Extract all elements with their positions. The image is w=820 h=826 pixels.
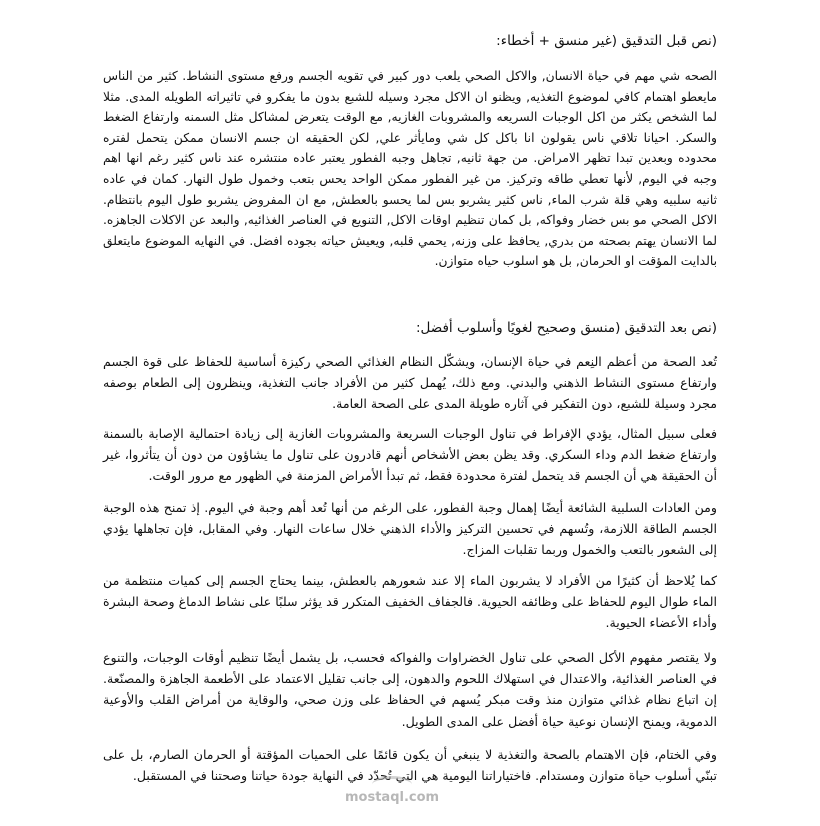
after-paragraph-6: وفي الختام، فإن الاهتمام بالصحة والتغذية لا ينبغي أن يكون قائمًا على الحميات المؤقتة أو الحرمان الصارم، بل على تبنّي أسلوب حياة متوازن ومستدام. فاختياراتنا اليومية هي التي تُحدّد في النهاية جودة حياتنا وصحتنا في المستقبل.: [103, 747, 717, 784]
after-paragraph-4: كما يُلاحظ أن كثيرًا من الأفراد لا يشربون الماء إلا عند شعورهم بالعطش، بينما يحتاج الجسم إلى كميات منتظمة من الماء طوال اليوم للحفاظ على وظائفه الحيوية. فالجفاف الخفيف المتكرر قد يؤثر سلبًا على نشاط الدماغ وصحة البشرة وأداء الأعضاء الحيوية.: [103, 573, 717, 631]
watermark: mostaql.com: [345, 790, 440, 805]
before-heading: (نص قبل التدقيق (غير منسق + أخطاء:: [496, 33, 717, 49]
after-paragraph-2: فعلى سبيل المثال، يؤدي الإفراط في تناول الوجبات السريعة والمشروبات الغازية إلى زيادة احتمالية الإصابة بالسمنة وارتفاع ضغط الدم وداء السكري. وقد يظن بعض الأشخاص أنهم قادرون على تناول ما يشاؤون من دون أن يتأثروا، غير أن الحقيقة هي أن الجسم قد يتحمل لفترة محدودة فقط، ثم تبدأ الأمراض المزمنة في الظهور مع مرور الوقت.: [103, 426, 717, 484]
after-paragraph-1: تُعد الصحة من أعظم النِعم في حياة الإنسان، ويشكّل النظام الغذائي الصحي ركيزة أساسية للحفاظ على قوة الجسم وارتفاع مستوى النشاط الذهني والبدني. ومع ذلك، يُهمل كثير من الأفراد جانب التغذية، وينظرون إلى الطعام بوصفه مجرد وسيلة للشبع، دون التفكير في آثاره طويلة المدى على الصحة العامة.: [103, 354, 717, 412]
after-heading: (نص بعد التدقيق (منسق وصحيح لغويًا وأسلوب أفضل:: [415, 320, 717, 336]
after-paragraph-5: ولا يقتصر مفهوم الأكل الصحي على تناول الخضراوات والفواكه فحسب، بل يشمل أيضًا تنظيم أوقات الوجبات، والتنوع في العناصر الغذائية، والاعتدال في استهلاك اللحوم والدهون، إلى جانب تقليل الاعتماد على الأطعمة الجاهزة والمصنّعة. إن اتباع نظام غذائي متوازن منذ وقت مبكر يُسهم في الحفاظ على وزن صحي، والوقاية من أمراض القلب والأوعية الدموية، ويمنح الإنسان نوعية حياة أفضل على المدى الطويل.: [103, 650, 717, 729]
after-paragraph-3: ومن العادات السلبية الشائعة أيضًا إهمال وجبة الفطور، على الرغم من أنها تُعد أهم وجبة في اليوم. إذ تمنح هذه الوجبة الجسم الطاقة اللازمة، وتُسهم في تحسين التركيز والأداء الذهني خلال ساعات النهار. وفي المقابل، فإن تجاهلها يؤدي إلى الشعور بالتعب والخمول وربما تقلبات المزاج.: [103, 500, 717, 558]
before-paragraph: الصحه شي مهم في حياة الانسان, والاكل الصحي يلعب دور كبير في تقويه الجسم ورفع مستوى النشاط. كثير من الناس مايعطو اهتمام كافي لموضوع التغذيه, ويظنو ان الاكل مجرد وسيله للشبع بدون ما يفكرو في تاثيراته الطويله المدى. مثلا لما الشخص يكثر من اكل الوجبات السريعه والمشروبات الغازيه, مع الوقت يتعرض لمشاكل مثل السمنه وارتفاع الضغط والسكر. احيانا تلاقي ناس يقولون انا باكل كل شي ومايأثر علي, لكن الحقيقه ان جسم الانسان ممكن يتحمل لفتره محدوده وبعدين تبدا تظهر الامراض. من جهة ثانيه, تجاهل وجبه الفطور يعتبر عاده منتشره عند ناس كثير رغم انها اهم وجبه في اليوم, لأنها تعطي طاقه وتركيز. من غير الفطور ممكن الواحد يحس بتعب وخمول طول النهار. كمان في عاده ثانيه سلبيه وهي قلة شرب الماء, ناس كثير يشربو بس لما يحسو بالعطش, مع ان المفروض يشربو طول اليوم بانتظام. الاكل الصحي مو بس خضار وفواكه, بل كمان تنظيم اوقات الاكل, التنويع في العناصر الغذائيه, والبعد عن الاكلات الجاهزه. لما الانسان يهتم بصحته من بدري, يحافظ على وزنه, يحمي قلبه, ويعيش حياته بجوده افضل. في النهايه الموضوع مايتعلق بالدايت المؤقت او الحرمان, بل هو اسلوب حياه متوازن.: [103, 69, 717, 269]
